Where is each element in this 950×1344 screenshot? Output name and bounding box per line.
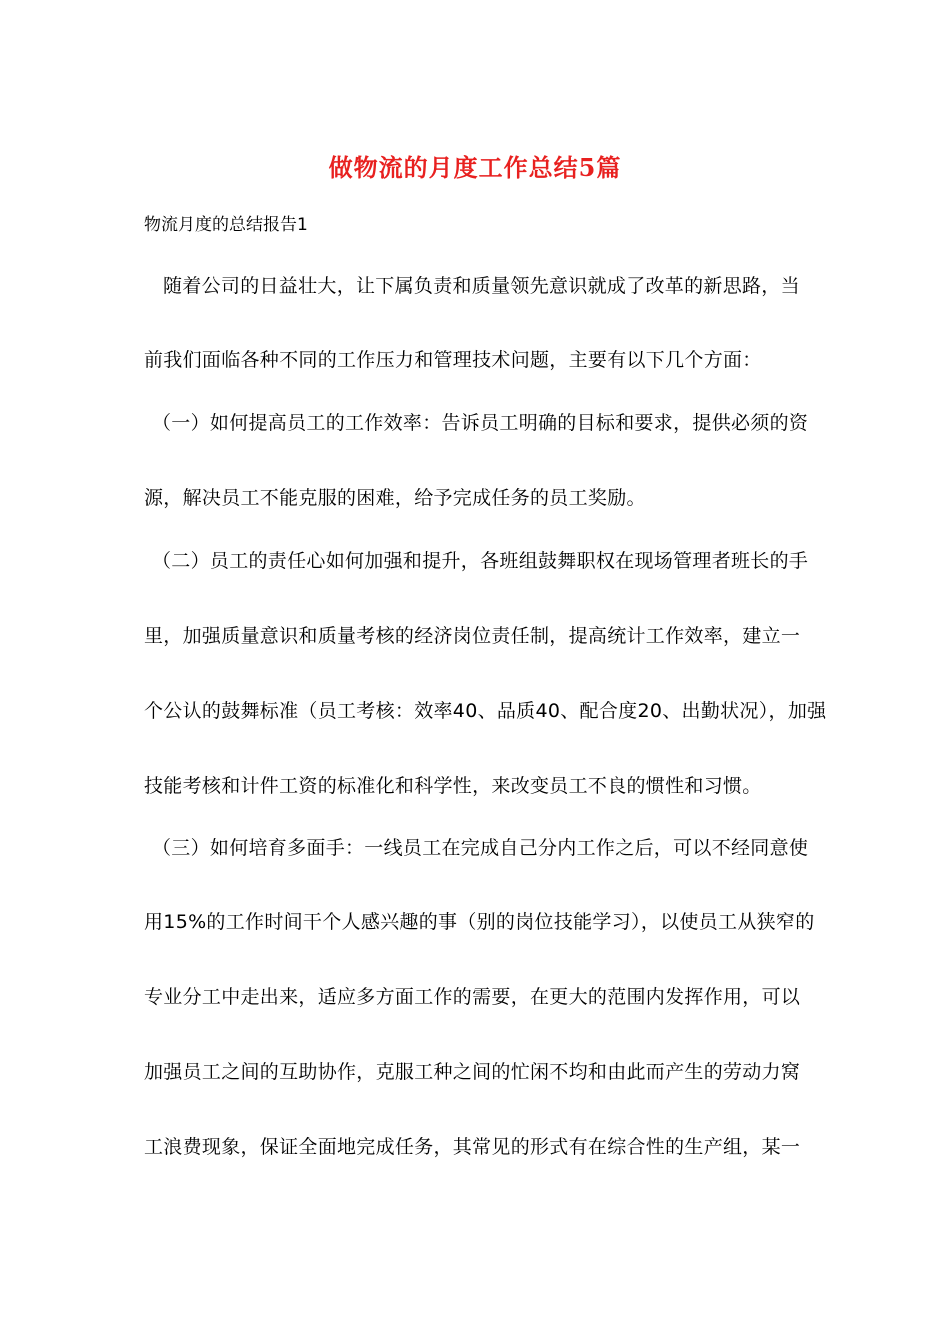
- document-title: 做物流的月度工作总结5篇: [328, 153, 622, 182]
- paragraph-line: （二）员工的责任心如何加强和提升，各班组鼓舞职权在现场管理者班长的手: [152, 550, 809, 572]
- paragraph-line: （一）如何提高员工的工作效率：告诉员工明确的目标和要求，提供必须的资: [152, 412, 809, 434]
- paragraph-line: 用15%的工作时间干个人感兴趣的事（别的岗位技能学习），以使员工从狭窄的: [144, 911, 815, 933]
- paragraph-line: 专业分工中走出来，适应多方面工作的需要，在更大的范围内发挥作用，可以: [144, 986, 801, 1008]
- paragraph-line: 技能考核和计件工资的标准化和科学性，来改变员工不良的惯性和习惯。: [144, 775, 762, 797]
- paragraph-line: 源，解决员工不能克服的困难，给予完成任务的员工奖励。: [144, 487, 646, 509]
- paragraph-line: 加强员工之间的互助协作，克服工种之间的忙闲不均和由此而产生的劳动力窝: [144, 1061, 801, 1083]
- paragraph-line: 工浪费现象，保证全面地完成任务，其常见的形式有在综合性的生产组，某一: [144, 1136, 801, 1158]
- document-subtitle: 物流月度的总结报告1: [144, 215, 308, 235]
- paragraph-line: （三）如何培育多面手：一线员工在完成自己分内工作之后，可以不经同意使: [152, 837, 809, 859]
- paragraph-line: 个公认的鼓舞标准（员工考核：效率40、品质40、配合度20、出勤状况），加强: [144, 700, 827, 722]
- paragraph-line: 随着公司的日益壮大，让下属负责和质量领先意识就成了改革的新思路，当: [163, 275, 800, 297]
- paragraph-line: 前我们面临各种不同的工作压力和管理技术问题，主要有以下几个方面：: [144, 349, 762, 371]
- paragraph-line: 里，加强质量意识和质量考核的经济岗位责任制，提高统计工作效率，建立一: [144, 625, 801, 647]
